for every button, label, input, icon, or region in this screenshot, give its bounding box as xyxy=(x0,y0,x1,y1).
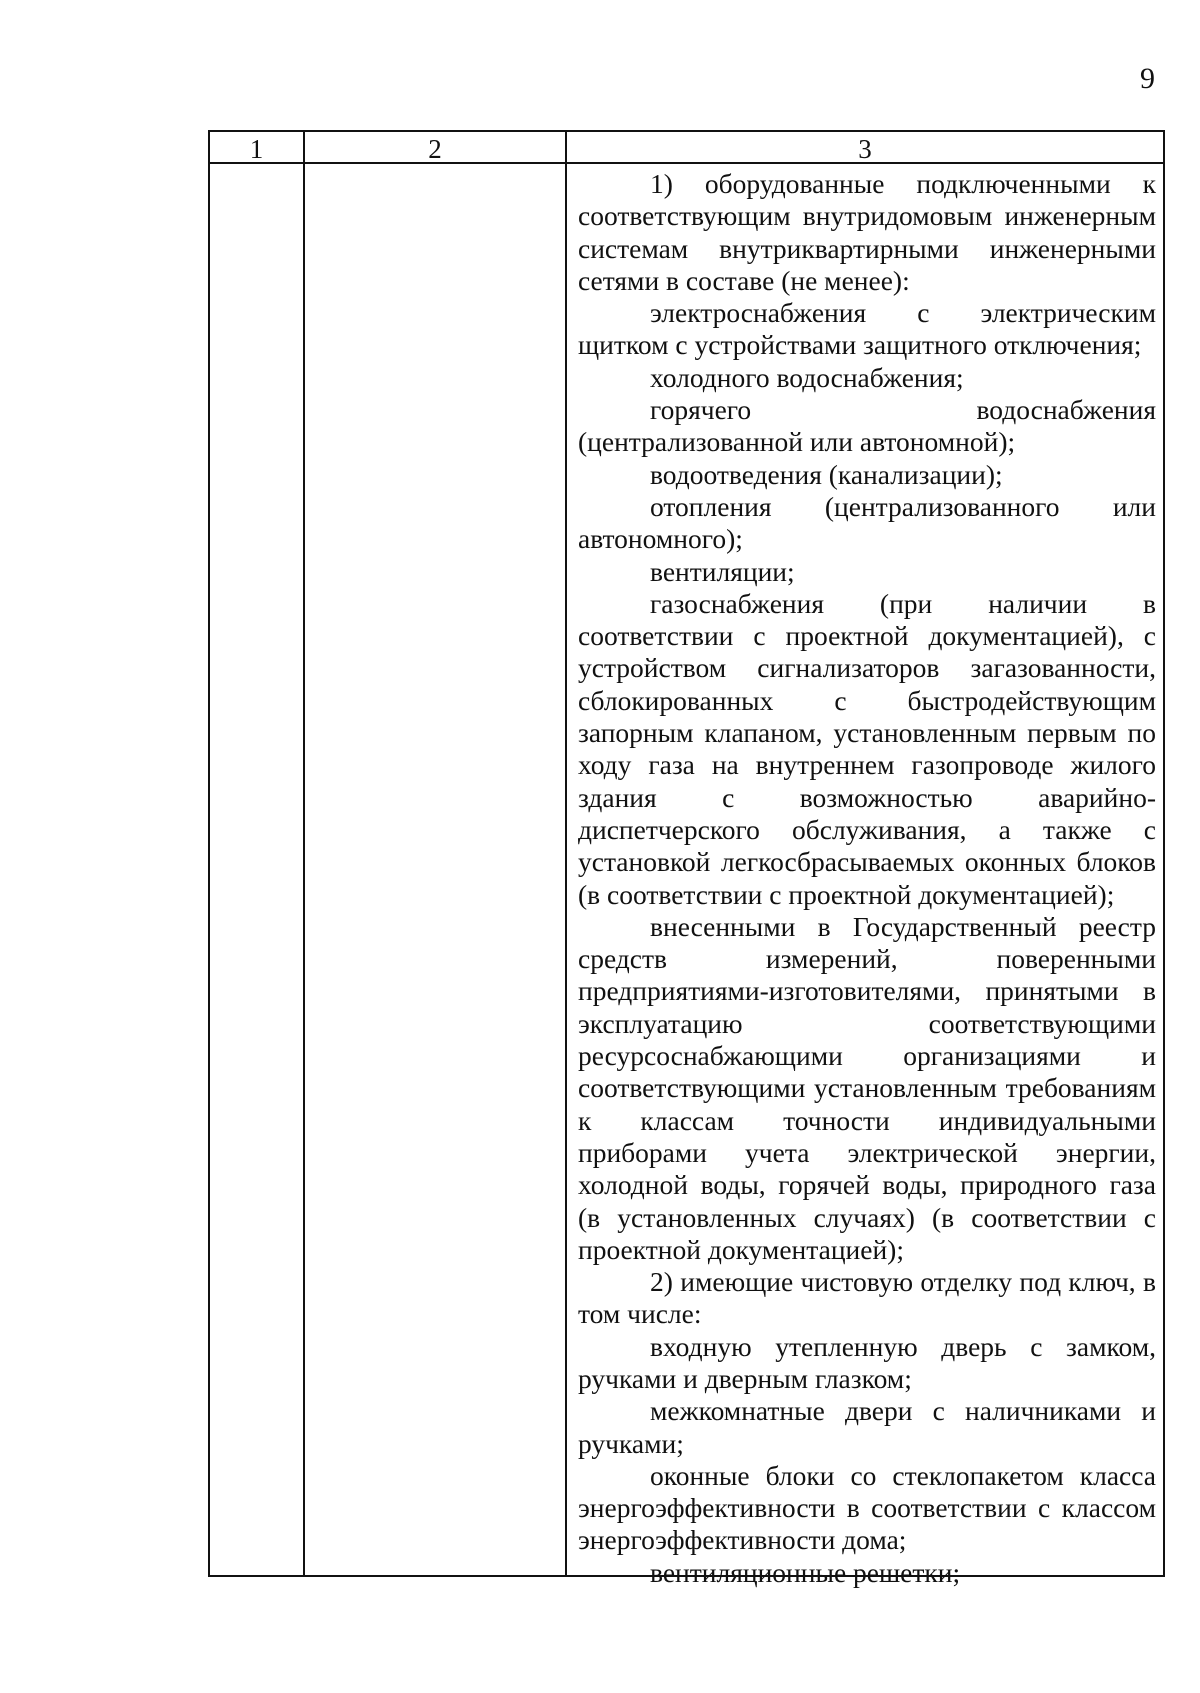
column-divider-1 xyxy=(303,132,305,1575)
page-number: 9 xyxy=(1140,62,1155,95)
paragraph-entrance-door: входную утепленную дверь с замком, ручками и дверным глазком; xyxy=(578,1330,1156,1394)
paragraph-metering-devices: внесенными в Государственный реестр средств измерений, поверенными предприятиями-изготовителями, принятыми в эксплуатацию соответствующими ресурсоснабжающими организациями и соответствующими установленным требованиям к классам точности индивидуальными приборами учета электрической энергии, холодной воды, горячей воды, природного газа (в установленных случаях) (в соответствии с проектной документацией); xyxy=(578,910,1156,1265)
column-header-2: 2 xyxy=(428,134,442,164)
column-header-1: 1 xyxy=(249,134,264,164)
paragraph-utilities-equipped: 1) оборудованные подключенными к соответствующим внутридомовым инженерным системам внутриквартирными инженерными сетями в составе (не менее): xyxy=(578,168,1156,296)
column-header-3: 3 xyxy=(858,134,872,164)
paragraph-interior-doors: межкомнатные двери с наличниками и ручками; xyxy=(578,1395,1156,1459)
paragraph-hot-water: горячего водоснабжения (централизованной или автономной); xyxy=(578,394,1156,458)
paragraph-window-units: оконные блоки со стеклопакетом класса энергоэффективности в соответствии с классом энергоэффективности дома; xyxy=(578,1459,1156,1556)
table-header-row xyxy=(210,132,1163,164)
paragraph-ventilation: вентиляции; xyxy=(650,555,795,587)
paragraph-finishing: 2) имеющие чистовую отделку под ключ, в том числе: xyxy=(578,1266,1156,1330)
paragraph-cold-water: холодного водоснабжения; xyxy=(650,361,964,393)
paragraph-sewerage: водоотведения (канализации); xyxy=(650,458,1003,490)
paragraph-gas-supply: газоснабжения (при наличии в соответствии с проектной документацией), с устройством сигнализаторов загазованности, сблокированных с быстродействующим запорным клапаном, установленным первым по ходу газа на внутреннем газопроводе жилого здания с возможностью аварийно-диспетчерского обслуживания, а также с установкой легкосбрасываемых оконных блоков (в соответствии с проектной документацией); xyxy=(578,587,1156,910)
paragraph-ventilation-grilles: вентиляционные решетки; xyxy=(650,1556,961,1588)
paragraph-electricity: электроснабжения с электрическим щитком с устройствами защитного отключения; xyxy=(578,297,1156,361)
paragraph-heating: отопления (централизованного или автономного); xyxy=(578,490,1156,555)
column-3-content xyxy=(578,168,1156,1589)
column-divider-2 xyxy=(565,132,567,1575)
requirements-table xyxy=(208,130,1165,1588)
